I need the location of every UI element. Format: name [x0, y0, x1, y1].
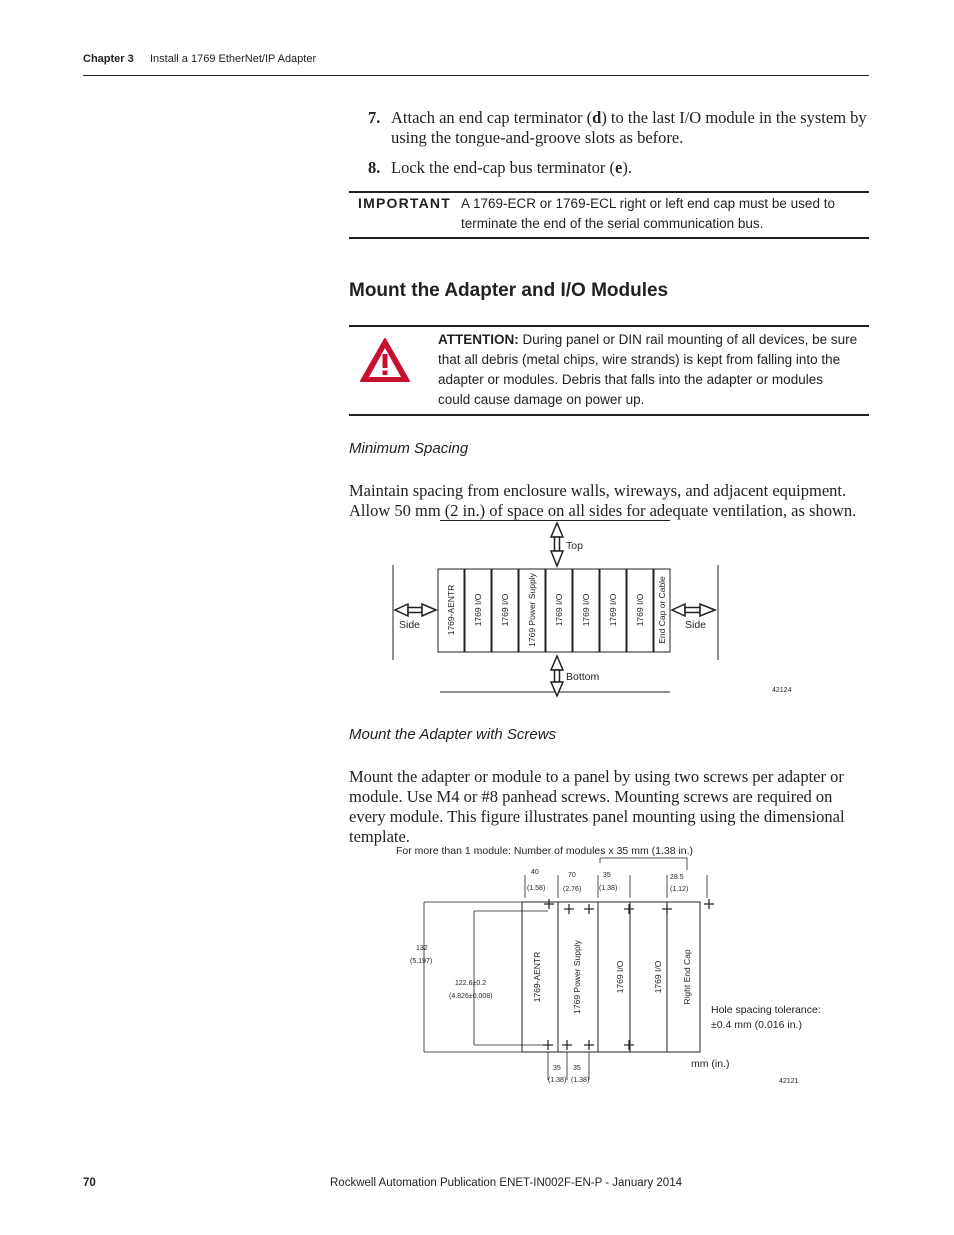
- header-title: Install a 1769 EtherNet/IP Adapter: [150, 53, 317, 65]
- top-arrow: [551, 523, 563, 566]
- attention-text: [438, 330, 858, 410]
- minimum-spacing-figure: [380, 520, 820, 700]
- step-text-pre: Attach an end cap terminator (: [391, 108, 593, 127]
- page-number: 70: [83, 1177, 96, 1189]
- dim-70-inches: (2.76): [563, 886, 582, 893]
- important-label: IMPORTANT: [358, 195, 451, 211]
- label-side-left: Side: [399, 619, 421, 631]
- dim-132: 132: [416, 945, 428, 952]
- module-label: 1769 I/O: [554, 593, 564, 627]
- header-rule: [83, 75, 869, 76]
- dim-122-6-inches: (4.826±0.008): [449, 993, 493, 1000]
- template-modules: [522, 902, 700, 1052]
- dimensional-template-figure: [390, 840, 830, 1090]
- bottom-arrow: [551, 656, 563, 696]
- publication-info: Rockwell Automation Publication ENET-IN002F-EN-P - January 2014: [330, 1177, 682, 1189]
- subheading-mount-with-screws: Mount the Adapter with Screws: [349, 726, 557, 743]
- bottom-dim-35-b-inches: (1.38): [571, 1077, 590, 1084]
- dim-28-5: 28.5: [670, 874, 684, 881]
- module-label: 1769-AENTR: [532, 951, 542, 1003]
- module-label: Right End Cap: [682, 949, 692, 1005]
- right-side-arrow: [672, 604, 715, 616]
- module-label: 1769 I/O: [635, 593, 645, 627]
- tolerance-line-1: Hole spacing tolerance:: [711, 1004, 821, 1016]
- dim-132-inches: (5.197): [410, 958, 433, 965]
- module-label: 1769 I/O: [608, 593, 618, 627]
- bottom-dim-35-a: 35: [553, 1065, 561, 1072]
- bottom-dim-35-a-inches: (1.38): [548, 1077, 567, 1084]
- step-text: [391, 108, 868, 148]
- label-side-right: Side: [685, 619, 707, 631]
- important-top-rule: [349, 191, 869, 193]
- module-label: 1769 I/O: [500, 593, 510, 627]
- mount-screws-paragraph: Mount the adapter or module to a panel by using two screws per adapter or module. Use M4 or #8 panhead screws. Mounting screws are required on every module. This figure illustrates panel mounting using the dimensional template.: [349, 767, 845, 846]
- label-top: Top: [566, 540, 583, 552]
- figure-caption: For more than 1 module: Number of modules x 35 mm (1.38 in.): [396, 845, 694, 857]
- step-text-post: ).: [622, 158, 632, 177]
- label-bottom: Bottom: [566, 671, 600, 683]
- module-label: 1769-AENTR: [446, 584, 456, 636]
- important-text: A 1769-ECR or 1769-ECL right or left end cap must be used to terminate the end of the serial communication bus.: [461, 196, 835, 231]
- attention-bottom-rule: [349, 414, 869, 416]
- bottom-dim-35-b: 35: [573, 1065, 581, 1072]
- figure-id: 42121: [779, 1078, 799, 1085]
- dim-122-6: 122.6±0.2: [455, 980, 487, 987]
- minimum-spacing-paragraph: Maintain spacing from enclosure walls, wireways, and adjacent equipment. Allow 50 mm (2 in.) of space on all sides for adequate ventilation, as shown.: [349, 481, 857, 520]
- attention-label: ATTENTION:: [438, 332, 519, 347]
- important-bottom-rule: [349, 237, 869, 239]
- left-side-arrow: [395, 604, 436, 616]
- module-label: 1769 I/O: [473, 593, 483, 627]
- attention-top-rule: [349, 325, 869, 327]
- section-heading: Mount the Adapter and I/O Modules: [349, 280, 669, 301]
- step-text-post: ) to the last I/O module in the system by using the tongue-and-groove slots as before.: [391, 108, 867, 147]
- step-number: 7.: [368, 108, 381, 127]
- warning-triangle-icon: [358, 336, 412, 384]
- step-number: 8.: [368, 158, 381, 177]
- module-label: 1769 I/O: [581, 593, 591, 627]
- dim-40: 40: [531, 869, 539, 876]
- attention-body: During panel or DIN rail mounting of all devices, be sure that all debris (metal chips, wire strands) is kept from falling into the adapter or modules. Debris that falls into the adapter or modules could cause damage on power up.: [438, 332, 858, 407]
- header-chapter: Chapter 3: [83, 53, 134, 65]
- dim-40-inches: (1.58): [527, 885, 546, 892]
- dim-70: 70: [568, 872, 576, 879]
- step-text-pre: Lock the end-cap bus terminator (: [391, 158, 616, 177]
- step-key: e: [615, 158, 623, 177]
- dim-35: 35: [603, 872, 611, 879]
- figure-id: 42124: [772, 687, 792, 694]
- tolerance-line-2: ±0.4 mm (0.016 in.): [711, 1019, 802, 1031]
- module-label: 1769 Power Supply: [572, 940, 582, 1014]
- dim-35-inches: (1.38): [599, 885, 618, 892]
- step-key: d: [592, 108, 602, 127]
- module-label: 1769 I/O: [615, 960, 625, 994]
- dim-28-5-inches: (1.12): [670, 886, 689, 893]
- subheading-minimum-spacing: Minimum Spacing: [349, 440, 469, 457]
- module-label: End Cap or Cable: [657, 576, 667, 644]
- units-label: mm (in.): [691, 1058, 730, 1070]
- left-dimension-lines: [424, 902, 548, 1052]
- module-label: 1769 I/O: [653, 960, 663, 994]
- step-text: [391, 158, 868, 178]
- module-label: 1769 Power Supply: [527, 573, 537, 647]
